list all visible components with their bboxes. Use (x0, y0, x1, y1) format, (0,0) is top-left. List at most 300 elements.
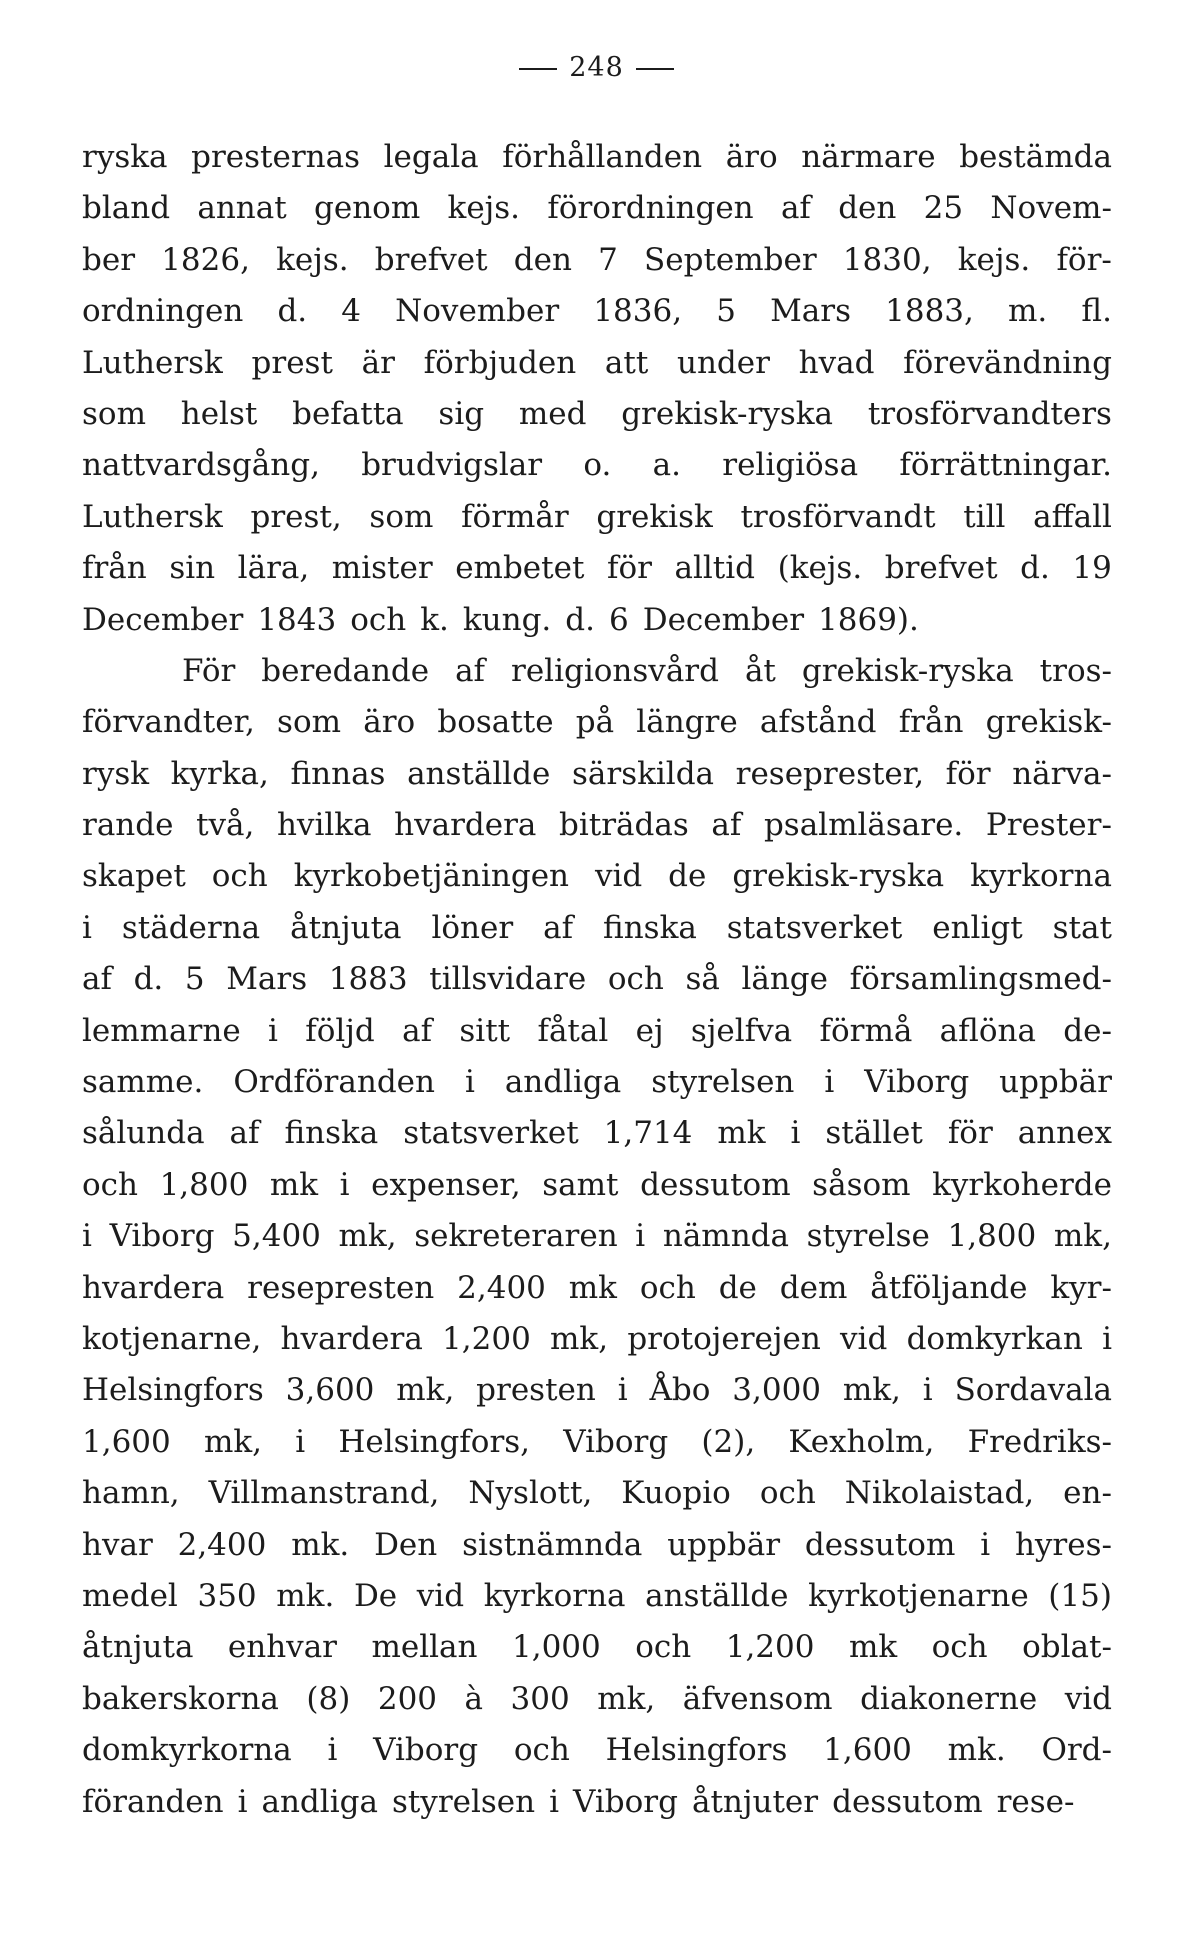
text-line (82, 1468, 1112, 1519)
word: rese- (996, 1783, 1075, 1820)
word: tillsvidare (429, 961, 587, 998)
word: oblat- (1022, 1629, 1112, 1666)
word: i (1102, 1320, 1112, 1357)
word: grekisk-ryska (621, 395, 834, 432)
word: grekisk-ryska (732, 858, 945, 895)
word: Helsingfors, (338, 1423, 531, 1460)
word: och (211, 858, 268, 895)
word: hvad (798, 344, 875, 381)
word: mk, (550, 1320, 609, 1357)
word: Nikolaistad, (844, 1475, 1035, 1512)
word: i (82, 909, 92, 946)
word: 1,714 (603, 1115, 693, 1152)
word: m. (1008, 293, 1048, 330)
word: 1843 (257, 601, 337, 638)
word: 1830, (842, 241, 932, 278)
word: länge (741, 961, 828, 998)
word: aflöna (939, 1012, 1036, 1049)
word: en- (1063, 1475, 1112, 1512)
text-line (82, 1725, 1112, 1776)
word: församlingsmed- (849, 961, 1112, 998)
word: presternas (191, 139, 361, 175)
word: 5 (716, 293, 736, 330)
word: för (947, 1115, 993, 1152)
word: kyrkorna (970, 858, 1112, 895)
word: Prester- (985, 807, 1112, 844)
word: 1,600 (82, 1423, 171, 1460)
word: Ordföranden (233, 1064, 435, 1101)
word: lära, (237, 550, 310, 587)
word: längre (636, 704, 738, 741)
word: för (945, 755, 991, 792)
text-line (82, 543, 1112, 594)
text-line (82, 132, 1112, 183)
word: lemmarne (82, 1012, 241, 1049)
word: 1,000 (512, 1629, 601, 1666)
word: hvardera (82, 1269, 225, 1306)
word: 350 (197, 1577, 257, 1614)
word: annat (197, 190, 287, 227)
text-line (82, 800, 1112, 851)
word: mellan (371, 1629, 478, 1666)
word: Mars (226, 961, 308, 998)
word: hvardera (280, 1320, 423, 1357)
text-line (82, 389, 1112, 440)
word: de (668, 858, 707, 895)
word: äfvensom (682, 1680, 833, 1717)
word: grekisk- (985, 704, 1112, 741)
word: beredande (261, 652, 430, 689)
word: såsom (812, 1166, 911, 1203)
word: De (353, 1577, 398, 1614)
word: sin (169, 550, 216, 587)
word: 3,600 (285, 1372, 375, 1409)
word: andliga (261, 1783, 378, 1820)
word: Helsingfors (605, 1732, 788, 1769)
word: och (513, 1732, 570, 1769)
word: dem (779, 1269, 848, 1306)
word: religionsvård (511, 652, 719, 689)
word: kung. (462, 601, 552, 638)
text-line (82, 1365, 1112, 1416)
word: kejs. (957, 241, 1031, 278)
word: hvar (82, 1526, 153, 1563)
word: December (82, 601, 244, 638)
word: (15) (1048, 1577, 1112, 1614)
text-line (82, 286, 1112, 337)
word: att (604, 344, 649, 381)
word: i (464, 1064, 475, 1101)
text-line (82, 595, 1112, 646)
word: och (639, 1269, 696, 1306)
word: i (268, 1012, 278, 1049)
word: afstånd (759, 704, 877, 741)
word: städerna (121, 909, 261, 946)
word: trosförvandters (867, 395, 1112, 432)
word: löner (431, 909, 514, 946)
text-line (82, 1211, 1112, 1262)
word: i (237, 1783, 248, 1820)
word: af (402, 1012, 433, 1049)
text-line (82, 1417, 1112, 1468)
word: särskilda (571, 755, 715, 792)
word: i (790, 1115, 801, 1152)
text-line (82, 183, 1112, 234)
word: affall (1033, 498, 1112, 535)
word: förbjuden (423, 344, 577, 381)
word: i (549, 1783, 560, 1820)
word: sistnämnda (462, 1526, 643, 1563)
word: och (607, 961, 664, 998)
word: sålunda (82, 1115, 205, 1152)
text-line (82, 851, 1112, 902)
word: kejs. (276, 241, 349, 278)
word: af (229, 1115, 260, 1152)
word: 200 (377, 1680, 438, 1717)
word: anställde (645, 1577, 789, 1614)
word: i (295, 1423, 306, 1460)
word: hvilka (276, 807, 372, 844)
word: bakerskorna (82, 1680, 279, 1717)
text-line (82, 1314, 1112, 1365)
word: i (824, 1064, 835, 1101)
word: föranden (82, 1783, 224, 1820)
word: September (644, 241, 817, 278)
word: ordningen (82, 293, 244, 330)
word: så (685, 961, 720, 998)
word: finska (603, 909, 697, 946)
word: Åbo (649, 1372, 711, 1409)
text-line (82, 1160, 1112, 1211)
word: (2), (701, 1423, 756, 1460)
word: är (361, 344, 395, 381)
word: mk, (1053, 1218, 1112, 1255)
word: åtföljande (870, 1269, 1028, 1306)
word: annex (1017, 1115, 1112, 1152)
word: grekisk-ryska (801, 652, 1014, 689)
word: närmare (801, 139, 936, 175)
word: kyr- (1050, 1269, 1112, 1306)
word: i (339, 1166, 350, 1203)
word: vid (1064, 1680, 1112, 1717)
text-line (82, 1674, 1112, 1725)
word: mk. (291, 1526, 350, 1563)
word: åtnjuta (290, 909, 402, 946)
word: För (182, 652, 236, 689)
text-line (82, 440, 1112, 491)
word: som (277, 704, 342, 741)
word: som (82, 395, 146, 432)
word: 1,600 (823, 1732, 912, 1769)
word: förordningen (547, 190, 754, 227)
word: Mars (770, 293, 852, 330)
word: nämnda (662, 1218, 789, 1255)
word: 5 (184, 961, 205, 998)
word: prest (251, 344, 333, 381)
word: o. (583, 447, 612, 484)
word: religiösa (722, 447, 859, 484)
word: 1883 (328, 961, 408, 998)
left-dash (519, 68, 557, 70)
word: prest, (250, 498, 342, 535)
word: reseprester, (735, 755, 925, 792)
text-line (82, 338, 1112, 389)
word: Novem- (990, 190, 1112, 227)
word: à (464, 1680, 484, 1717)
word: d. (1020, 550, 1050, 587)
word: 2,400 (457, 1269, 546, 1306)
word: 1836, (593, 293, 683, 330)
word: mk, (338, 1218, 397, 1255)
word: åt (744, 652, 776, 689)
text-line (82, 1520, 1112, 1571)
word: Den (374, 1526, 438, 1563)
word: vid (594, 858, 643, 895)
word: statsverket (403, 1115, 579, 1152)
word: mk (848, 1629, 898, 1666)
word: brefvet (374, 241, 488, 278)
word: rande (82, 807, 174, 844)
word: sig (438, 395, 485, 432)
word: i (980, 1526, 991, 1563)
word: enligt (932, 909, 1023, 946)
word: och (759, 1475, 816, 1512)
word: Viborg (573, 1783, 678, 1820)
word: förvandter, (82, 704, 255, 741)
word: legala (383, 139, 479, 175)
word: protojerejen (627, 1320, 821, 1357)
word: två, (196, 807, 255, 844)
word: Nyslott, (468, 1475, 593, 1512)
word: 1,200 (725, 1629, 815, 1666)
word: från (898, 704, 964, 741)
word: kyrkobetjäningen (293, 858, 570, 895)
word: mk (568, 1269, 617, 1306)
word: domkyrkan (906, 1320, 1083, 1357)
word: kyrkoherde (932, 1166, 1112, 1203)
page-number: 248 (569, 52, 624, 83)
word: ryska (82, 139, 168, 175)
text-line (82, 1571, 1112, 1622)
page-header (0, 52, 1193, 83)
word: och (635, 1629, 692, 1666)
word: December (642, 601, 805, 638)
word: alltid (674, 550, 756, 587)
word: förrättningar. (899, 447, 1112, 484)
word: d. (133, 961, 164, 998)
word: samt (542, 1166, 619, 1203)
word: vid (416, 1577, 465, 1614)
word: samme. (82, 1064, 204, 1101)
word: de- (1063, 1012, 1112, 1049)
word: mk. (947, 1732, 1006, 1769)
word: k. (420, 601, 449, 638)
word: presten (476, 1372, 596, 1409)
word: d. (277, 293, 308, 330)
word: befatta (292, 395, 404, 432)
word: embetet (455, 550, 585, 587)
word: bland (82, 190, 171, 227)
word: brudvigslar (361, 447, 543, 484)
word: ber (82, 241, 136, 278)
word: d. (565, 601, 595, 638)
word: 300 (510, 1680, 570, 1717)
word: äro (725, 139, 778, 175)
text-line (82, 1108, 1112, 1159)
word: mk. (276, 1577, 335, 1614)
word: förmår (461, 498, 569, 535)
word: expenser, (371, 1166, 521, 1203)
word: Viborg (864, 1064, 970, 1101)
word: fåtal (537, 1012, 609, 1049)
text-line (82, 492, 1112, 543)
word: Kuopio (621, 1475, 731, 1512)
word: från (82, 550, 147, 587)
word: medel (82, 1577, 178, 1614)
word: under (677, 344, 770, 381)
word: kyrkorna (483, 1577, 626, 1614)
word: mk, (396, 1372, 455, 1409)
word: Viborg (563, 1423, 669, 1460)
word: förmå (819, 1012, 913, 1049)
word: resepresten (247, 1269, 435, 1306)
word: vid (840, 1320, 888, 1357)
word: dessutom (640, 1166, 791, 1203)
word: Luthersk (82, 498, 223, 535)
word: mk (717, 1115, 766, 1152)
word: på (575, 704, 615, 741)
word: 5,400 (232, 1218, 321, 1255)
word: 1883, (885, 293, 974, 330)
word: Ord- (1041, 1732, 1112, 1769)
word: förevändning (903, 344, 1112, 381)
word: kyrka, (170, 755, 269, 792)
word: af (780, 190, 811, 227)
word: åtnjuter (691, 1783, 819, 1820)
word: styrelse (806, 1218, 930, 1255)
word: äro (363, 704, 416, 741)
word: (8) (306, 1680, 351, 1717)
word: uppbär (999, 1064, 1112, 1101)
text-line (82, 1057, 1112, 1108)
word: 1,200 (442, 1320, 531, 1357)
word: mk, (597, 1680, 656, 1717)
word: 25 (923, 190, 964, 227)
word: förhållanden (502, 139, 703, 175)
word: uppbär (667, 1526, 781, 1563)
word: 6 (608, 601, 629, 638)
word: och (931, 1629, 988, 1666)
word: fl. (1081, 293, 1112, 330)
word: af (455, 652, 486, 689)
word: åtnjuta (82, 1629, 194, 1666)
word: stat (1052, 909, 1112, 946)
word: af (543, 909, 574, 946)
text-line (82, 903, 1112, 954)
word: Luthersk (82, 344, 223, 381)
text-line (82, 1622, 1112, 1673)
text-line (82, 954, 1112, 1005)
body-text (82, 132, 1112, 1828)
word: 7 (598, 241, 618, 278)
word: hamn, (82, 1475, 180, 1512)
word: finska (284, 1115, 379, 1152)
word: styrelsen (391, 1783, 536, 1820)
word: kejs. (447, 190, 521, 227)
word: genom (314, 190, 421, 227)
word: a. (652, 447, 681, 484)
word: 1,800 (947, 1218, 1037, 1255)
word: den (513, 241, 572, 278)
word: af (82, 961, 112, 998)
word: som (369, 498, 434, 535)
word: 3,000 (732, 1372, 822, 1409)
word: hyres- (1014, 1526, 1112, 1563)
word: enhvar (227, 1629, 337, 1666)
word: (kejs. (777, 550, 863, 587)
word: diakonerne (860, 1680, 1038, 1717)
word: 2,400 (177, 1526, 267, 1563)
word: 1826, (161, 241, 250, 278)
word: Villmanstrand, (208, 1475, 440, 1512)
word: helst (180, 395, 258, 432)
word: andliga (504, 1064, 622, 1101)
word: biträdas (559, 807, 689, 844)
word: hvardera (394, 807, 537, 844)
word: mk, (842, 1372, 901, 1409)
text-line (82, 1777, 1112, 1828)
word: Fredriks- (967, 1423, 1112, 1460)
right-dash (636, 68, 674, 70)
word: styrelsen (651, 1064, 795, 1101)
word: brefvet (884, 550, 998, 587)
word: mk, (203, 1423, 263, 1460)
word: bestämda (959, 139, 1112, 175)
word: anställde (407, 755, 551, 792)
word: domkyrkorna (82, 1732, 292, 1769)
word: tros- (1039, 652, 1112, 689)
word: finnas (290, 755, 386, 792)
word: och (82, 1166, 138, 1203)
word: kotjenarne, (82, 1320, 262, 1357)
word: af (711, 807, 742, 844)
word: för (606, 550, 652, 587)
word: Viborg (373, 1732, 479, 1769)
word: 1,800 (159, 1166, 249, 1203)
word: Viborg (109, 1218, 215, 1255)
word: till (963, 498, 1006, 535)
word: statsverket (726, 909, 903, 946)
text-line (82, 1263, 1112, 1314)
word: Kexholm, (788, 1423, 935, 1460)
word: i (327, 1732, 338, 1769)
word: psalmläsare. (763, 807, 964, 844)
text-line (82, 235, 1112, 286)
word: mister (331, 550, 433, 587)
word: kyrkotjenarne (808, 1577, 1029, 1614)
text-line (82, 697, 1112, 748)
text-line (82, 749, 1112, 800)
word: i (635, 1218, 646, 1255)
word: för- (1056, 241, 1112, 278)
word: dessutom (804, 1526, 956, 1563)
word: stället (825, 1115, 923, 1152)
word: nattvardsgång, (82, 447, 320, 484)
word: November (395, 293, 560, 330)
word: följd (305, 1012, 375, 1049)
word: mk (269, 1166, 319, 1203)
word: trosförvandt (740, 498, 936, 535)
